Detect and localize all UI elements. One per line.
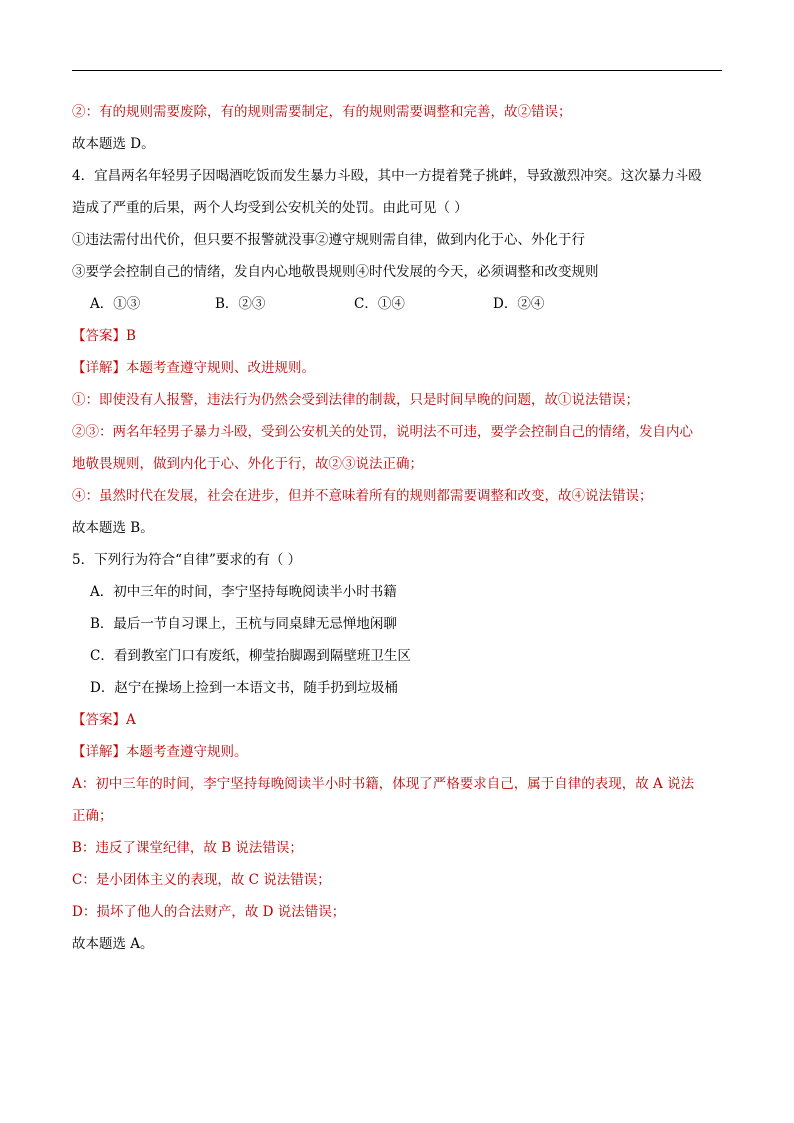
- q4-detail: 【详解】本题考查遵守规则、改进规则。: [72, 360, 315, 376]
- q5-explanation-b: B：违反了课堂纪律，故 B 说法错误；: [72, 840, 303, 856]
- q5-option-b: B．最后一节自习课上，王杭与同桌肆无忌惮地闲聊: [90, 616, 397, 632]
- q4-explanation-2b: 地敬畏规则，做到内化于心、外化于行，故②③说法正确；: [72, 456, 423, 472]
- q4-option-a: A．①③: [90, 296, 141, 312]
- q5-option-d: D．赵宁在操场上捡到一本语文书，随手扔到垃圾桶: [90, 680, 398, 696]
- q5-explanation-d: D：损坏了他人的合法财产，故 D 说法错误；: [72, 904, 346, 920]
- q5-detail: 【详解】本题考查遵守规则。: [72, 744, 248, 760]
- header-rule: [72, 70, 722, 71]
- q4-statement-2: ③要学会控制自己的情绪，发自内心地敬畏规则④时代发展的今天，必须调整和改变规则: [72, 264, 599, 280]
- q5-explanation-a2: 正确；: [72, 808, 113, 824]
- q4-stem-line-2: 造成了严重的后果，两个人均受到公安机关的处罚。由此可见（ ）: [72, 200, 468, 216]
- q4-answer: 【答案】B: [72, 328, 136, 344]
- q5-option-a: A．初中三年的时间，李宁坚持每晚阅读半小时书籍: [90, 584, 397, 600]
- q4-explanation-1: ①：即使没有人报警，违法行为仍然会受到法律的制裁，只是时间早晚的问题，故①说法错误；: [72, 392, 639, 408]
- q4-option-d: D．②④: [493, 296, 545, 312]
- q5-explanation-a1: A：初中三年的时间，李宁坚持每晚阅读半小时书籍，体现了严格要求自己，属于自律的表现，故 A 说法: [72, 776, 695, 792]
- q4-stem-line-1: 4．宜昌两名年轻男子因喝酒吃饭而发生暴力斗殴，其中一方提着凳子挑衅，导致激烈冲突。这次暴力斗殴: [72, 168, 702, 184]
- q4-option-b: B．②③: [215, 296, 266, 312]
- q5-stem: 5．下列行为符合“自律”要求的有（ ）: [72, 552, 302, 568]
- q4-explanation-3: ④：虽然时代在发展，社会在进步，但并不意味着所有的规则都需要调整和改变，故④说法错误；: [72, 488, 653, 504]
- q5-answer: 【答案】A: [72, 712, 136, 728]
- q5-conclusion: 故本题选 A。: [72, 936, 154, 952]
- q4-option-c: C．①④: [354, 296, 405, 312]
- prev-explanation-2: ②：有的规则需要废除，有的规则需要制定，有的规则需要调整和完善，故②错误；: [72, 104, 572, 120]
- document-body: [72, 96, 722, 960]
- prev-conclusion: 故本题选 D。: [72, 136, 155, 152]
- q5-explanation-c: C：是小团体主义的表现，故 C 说法错误；: [72, 872, 331, 888]
- q4-statement-1: ①违法需付出代价，但只要不报警就没事②遵守规则需自律，做到内化于心、外化于行: [72, 232, 585, 248]
- q4-options: [72, 288, 722, 320]
- q4-explanation-2a: ②③：两名年轻男子暴力斗殴，受到公安机关的处罚，说明法不可违，要学会控制自己的情绪，发自内心: [72, 424, 693, 440]
- q4-conclusion: 故本题选 B。: [72, 520, 154, 536]
- q5-option-c: C．看到教室门口有废纸，柳莹抬脚踢到隔壁班卫生区: [90, 648, 411, 664]
